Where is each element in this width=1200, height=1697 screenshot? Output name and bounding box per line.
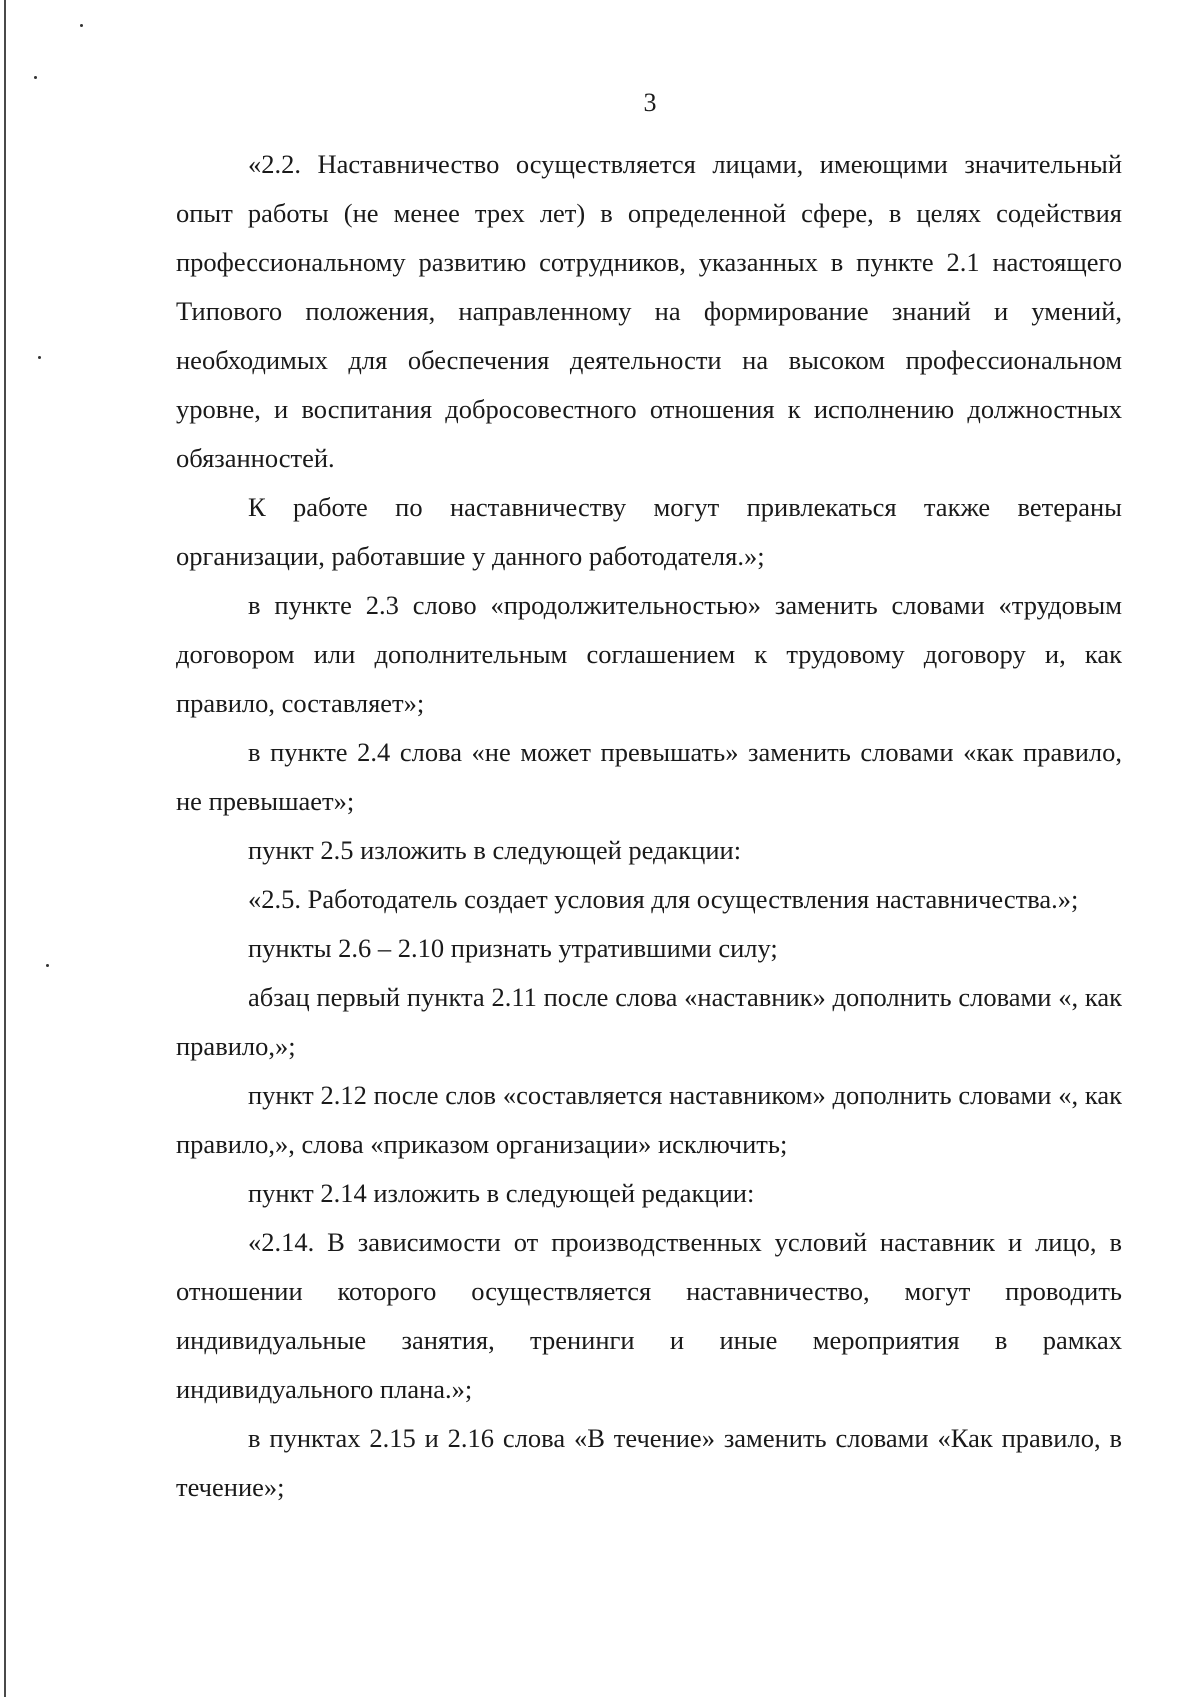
paragraph-item-2-2: «2.2. Наставничество осуществляется лицами, имеющими значительный опыт работы (не менее трех лет) в определенной сфере, в целях содействия профессиональному развитию сотрудников, указанных в пункте 2.1 настоящего Типового положения, направленному на формирование знаний и умений, необходимых для обеспечения деятельности на высоком профессиональном уровне, и воспитания добросовестного отношения к исполнению должностных обязанностей. [176, 149, 1122, 473]
scan-edge-line [4, 0, 6, 1697]
page-number: 3 [643, 88, 657, 117]
scan-speck [34, 76, 37, 79]
paragraph-item-2-14: «2.14. В зависимости от производственных условий наставник и лицо, в отношении которого осуществляется наставничество, могут проводить индивидуальные занятия, тренинги и иные мероприятия в рамках индивидуального плана.»; [176, 1227, 1122, 1404]
paragraph-item-2-5: «2.5. Работодатель создает условия для осуществления наставничества.»; [248, 884, 1079, 914]
paragraph-items-2-15-2-16: в пунктах 2.15 и 2.16 слова «В течение» заменить словами «Как правило, в течение»; [176, 1423, 1122, 1502]
document-body [176, 140, 1122, 1512]
scan-speck [46, 964, 49, 967]
paragraph-item-2-12: пункт 2.12 после слов «составляется наставником» дополнить словами «, как правило,», слова «приказом организации» исключить; [176, 1080, 1122, 1159]
paragraph-item-2-3: в пункте 2.3 слово «продолжительностью» заменить словами «трудовым договором или дополнительным соглашением к трудовому договору и, как правило, составляет»; [176, 590, 1122, 718]
paragraph-item-2-5-intro: пункт 2.5 изложить в следующей редакции: [248, 835, 742, 865]
paragraph-veterans: К работе по наставничеству могут привлекаться также ветераны организации, работавшие у данного работодателя.»; [176, 492, 1122, 571]
paragraph-item-2-11: абзац первый пункта 2.11 после слова «наставник» дополнить словами «, как правило,»; [176, 982, 1122, 1061]
scan-speck [38, 356, 41, 359]
scan-speck [80, 24, 83, 27]
paragraph-items-2-6-2-10: пункты 2.6 – 2.10 признать утратившими силу; [248, 933, 778, 963]
paragraph-item-2-4: в пункте 2.4 слова «не может превышать» заменить словами «как правило, не превышает»; [176, 737, 1122, 816]
paragraph-item-2-14-intro: пункт 2.14 изложить в следующей редакции: [248, 1178, 755, 1208]
